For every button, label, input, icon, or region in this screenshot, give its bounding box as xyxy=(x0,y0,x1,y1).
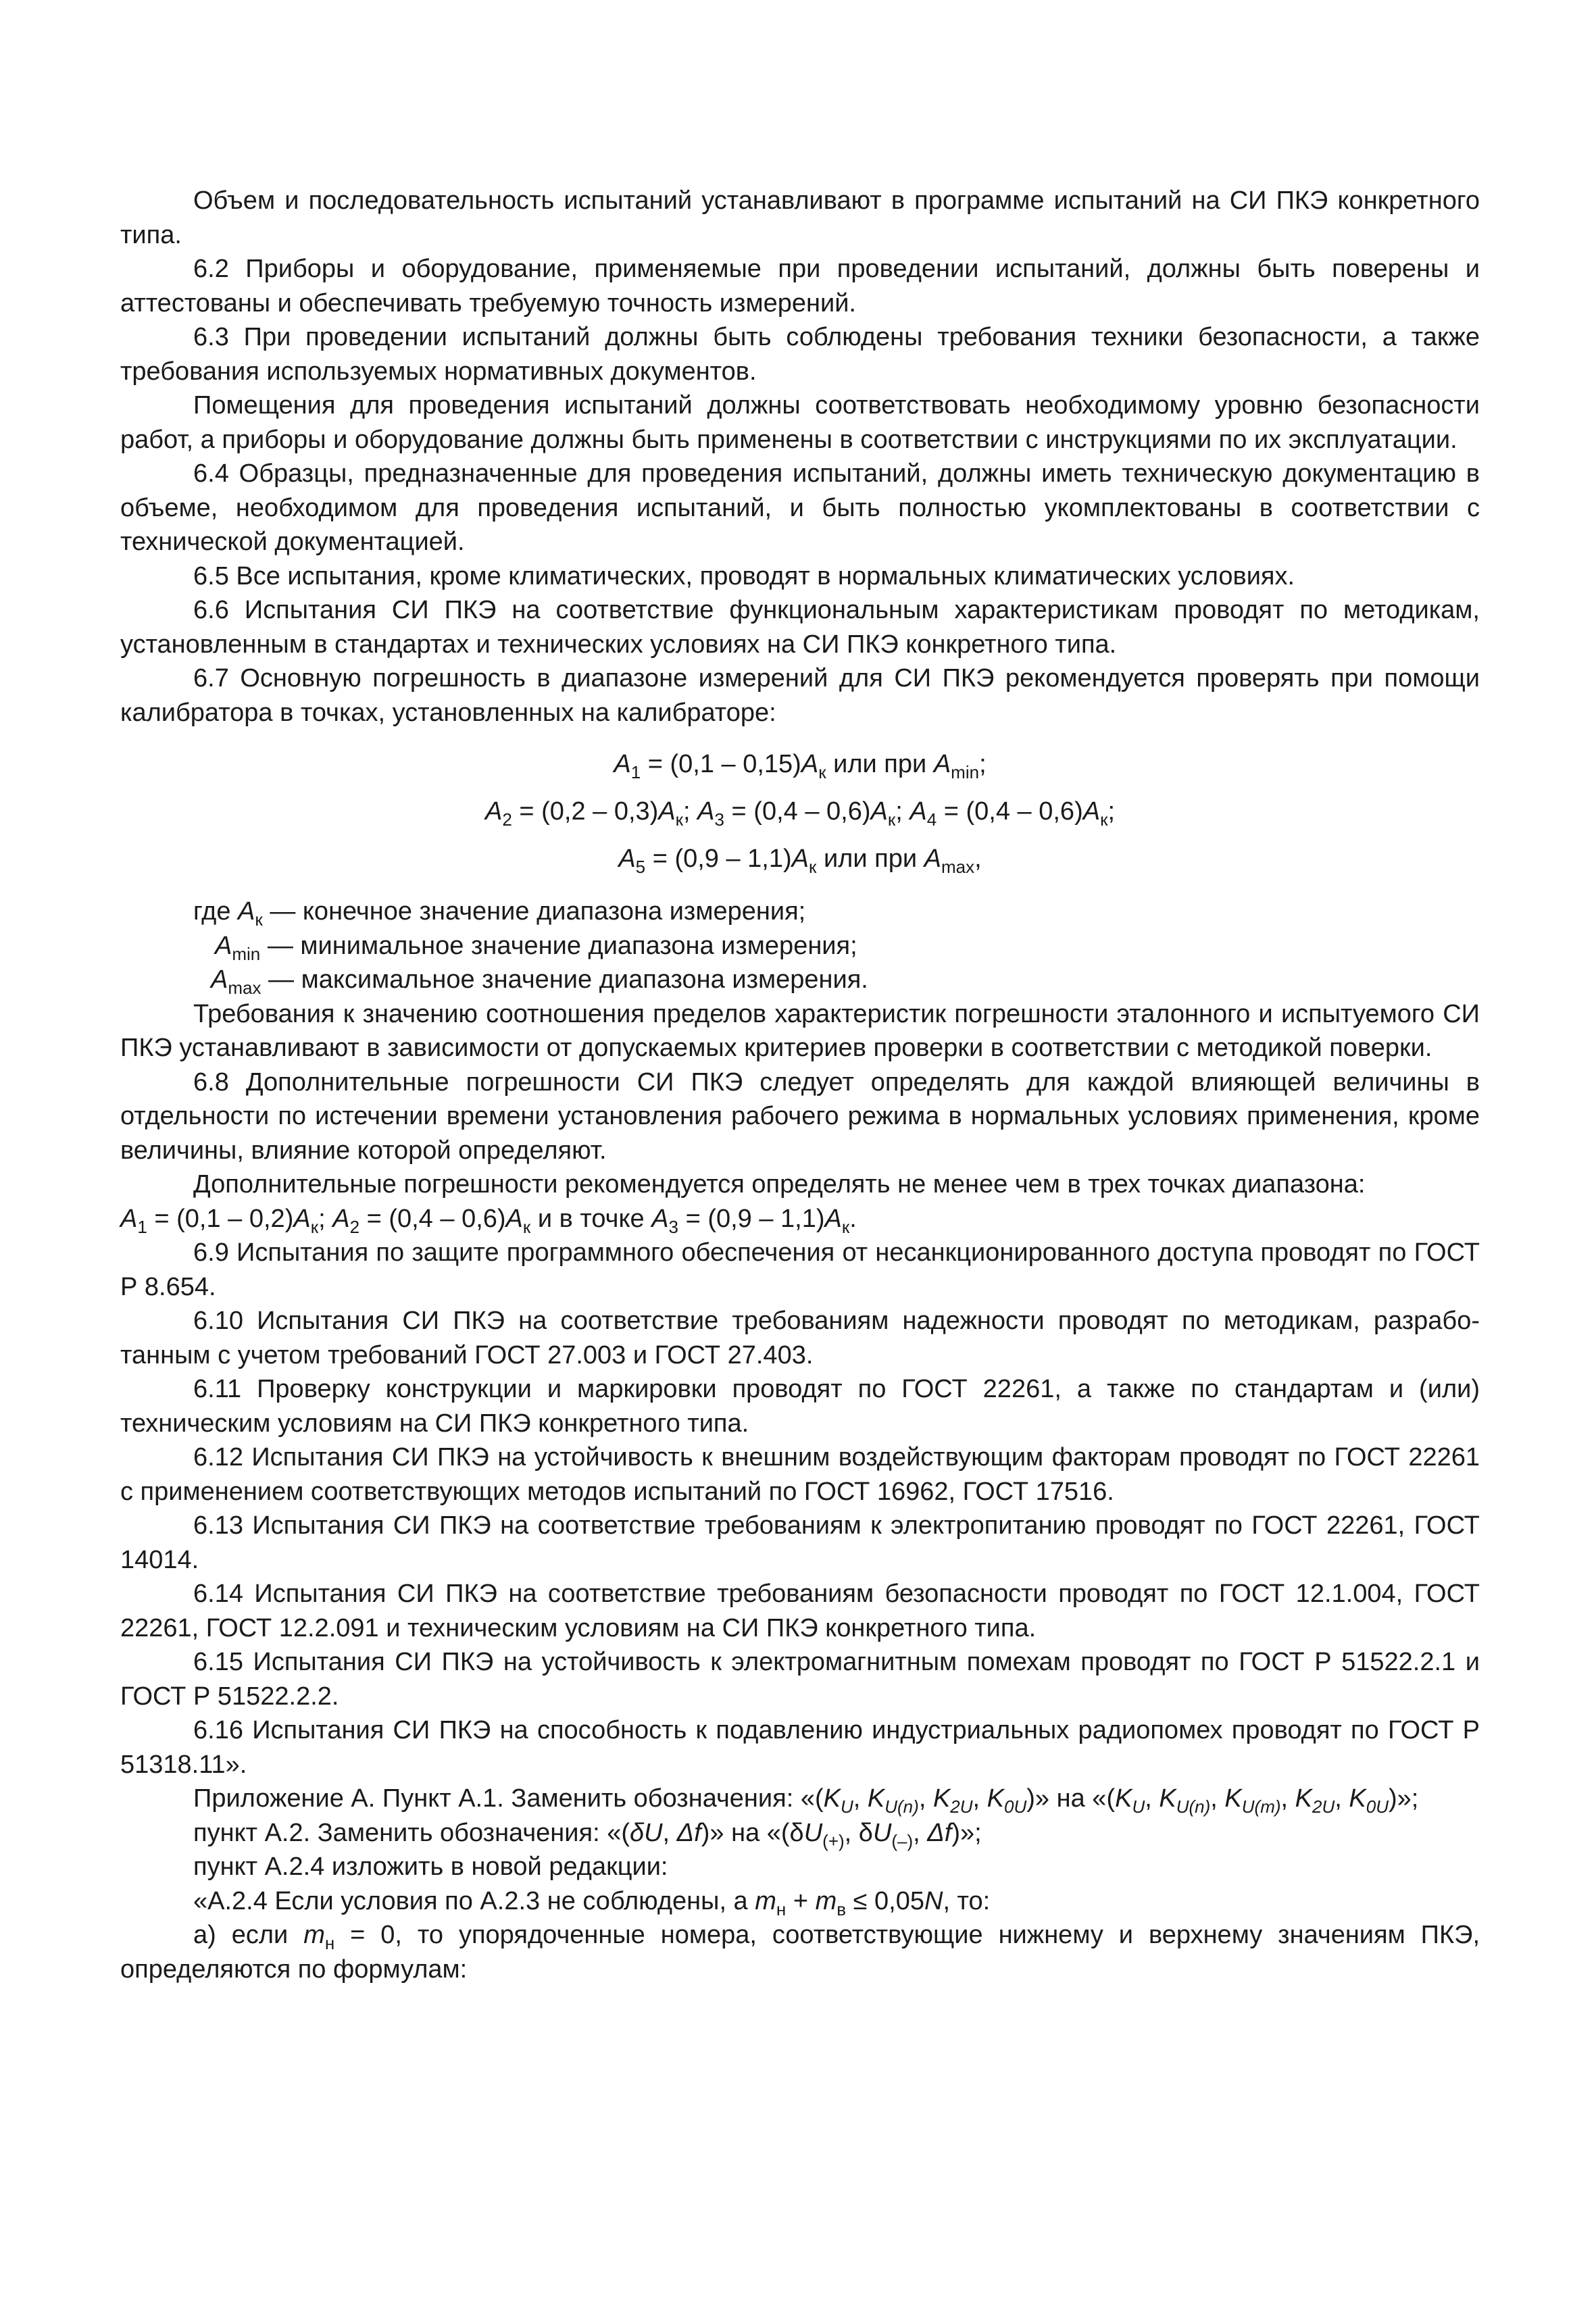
annex-a1-line: Приложение А. Пункт А.1. Заменить обозначения: «($K_U$, $K_{U(n)}$, $K_{2U}$, $K_{0U}$)» на «($K_U$, $K_{U(n)}$, $K_{U(m)}$, $K_{2U}$, $K_{0U}$)»; xyxy=(193,1784,1419,1817)
formula-a5: $A_5 = (0,9 - 1,1)A_к$ или при $A_{max}$, xyxy=(618,845,982,877)
paragraph-6-12: 6.12 Испытания СИ ПКЭ на устойчивость к внешним воздействующим факторам проводят по ГОСТ 22261 с применением соответствующих методов испытаний по ГОСТ 16962, ГОСТ 17516. xyxy=(120,1443,1480,1506)
paragraph-6-8: 6.8 Дополнительные погрешности СИ ПКЭ следует определять для каждой влияющей величины в отдельности по истечении времени установления рабочего режима в нормальных условиях применения, кроме величины, влияние которой определяют. xyxy=(120,1067,1480,1165)
document-page xyxy=(120,184,1480,1986)
paragraph-6-16: 6.16 Испытания СИ ПКЭ на способность к подавлению индустриальных радиопомех проводят по ГОСТ Р 51318.11». xyxy=(120,1716,1480,1779)
where-line-amin: $A_{min}$ — минимальное значение диапазона измерения; xyxy=(215,931,857,964)
paragraph-6-6: 6.6 Испытания СИ ПКЭ на соответствие функциональным характеристикам проводят по методикам, установленным в стандартах и технических условиях на СИ ПКЭ конкретного типа. xyxy=(120,596,1480,659)
formula-a1: $A_1 = (0,1 - 0,15)A_к$ или при $A_{min}$; xyxy=(614,750,987,782)
where-line-ak: где $A_к$ — конечное значение диапазона измерения; xyxy=(193,897,806,930)
paragraph-6-9: 6.9 Испытания по защите программного обеспечения от несанкционированного доступа проводят по ГОСТ Р 8.654. xyxy=(120,1238,1480,1301)
paragraph-6-11: 6.11 Проверку конструкции и маркировки проводят по ГОСТ 22261, а также по стандартам и (или) техническим условиям на СИ ПКЭ конкретного типа. xyxy=(120,1375,1480,1438)
paragraph-6-4: 6.4 Образцы, предназначенные для проведения испытаний, должны иметь техническую документацию в объеме, необходимом для проведения испытаний, и быть полностью укомплектованы в соответствии с технической документацией. xyxy=(120,459,1480,556)
formula-a2-a4: $A_2 = (0,2 - 0,3)A_к$; $A_3 = (0,4 - 0,6)A_к$; $A_4 = (0,4 - 0,6)A_к$; xyxy=(484,797,1116,830)
annex-a2-line: пункт А.2. Заменить обозначения: «(δU, Δf)» на «($\delta U_{(+)}$, $\delta U_{(-)}$, Δf)»; xyxy=(193,1818,982,1851)
paragraph-6-14: 6.14 Испытания СИ ПКЭ на соответствие требованиям безопасности проводят по ГОСТ 12.1.004, ГОСТ 22261, ГОСТ 12.2.091 и техническим условиям на СИ ПКЭ конкретного типа. xyxy=(120,1580,1480,1642)
points-line: $A_1 = (0,1 - 0,2)A_к$; $A_2 = (0,4 - 0,6)A_к$ и в точке $A_3 = (0,9 - 1,1)A_к$. xyxy=(120,1204,857,1237)
paragraph-6-15: 6.15 Испытания СИ ПКЭ на устойчивость к электромагнитным помехам проводят по ГОСТ Р 51522.2.1 и ГОСТ Р 51522.2.2. xyxy=(120,1648,1480,1711)
paragraph-6-7: 6.7 Основную погрешность в диапазоне измерений для СИ ПКЭ рекомендуется проверять при помощи калибратора в точках, установленных на калибраторе: xyxy=(120,664,1480,727)
annex-a24-condition: «А.2.4 Если условия по А.2.3 не соблюдены, а $m_н + m_в \le 0,05N$, то: xyxy=(193,1886,991,1919)
annex-a24-item-a: а) если $m_н = 0$, то упорядоченные номера, соответствующие нижнему и верхнему значениям ПКЭ, определяются по формулам: xyxy=(120,1921,1480,1984)
paragraph: Требования к значению соотношения пределов характеристик погрешности эталонного и испытуемого СИ ПКЭ устанавливают в зависимости от допускаемых критериев проверки в соответствии с методикой поверки. xyxy=(120,999,1480,1062)
paragraph-6-2: 6.2 Приборы и оборудование, применяемые при проведении испытаний, должны быть поверены и аттестованы и обеспечивать требуемую точность измерений. xyxy=(120,255,1480,318)
formula-block xyxy=(120,740,1480,882)
paragraph: Дополнительные погрешности рекомендуется определять не менее чем в трех точках диапазона: xyxy=(193,1170,1366,1199)
paragraph-6-10: 6.10 Испытания СИ ПКЭ на соответствие требованиям надежности проводят по методикам, разработанным с учетом требований ГОСТ 27.003 и ГОСТ 27.403. xyxy=(120,1307,1480,1369)
paragraph: Объем и последовательность испытаний устанавливают в программе испытаний на СИ ПКЭ конкретного типа. xyxy=(120,186,1480,249)
paragraph: Помещения для проведения испытаний должны соответствовать необходимому уровню безопасности работ, а приборы и оборудование должны быть применены в соответствии с инструкциями по их эксплуатации. xyxy=(120,391,1480,454)
paragraph-6-3: 6.3 При проведении испытаний должны быть соблюдены требования техники безопасности, а также требования используемых нормативных документов. xyxy=(120,323,1480,386)
paragraph-6-13: 6.13 Испытания СИ ПКЭ на соответствие требованиям к электропитанию проводят по ГОСТ 22261, ГОСТ 14014. xyxy=(120,1511,1480,1574)
paragraph-6-5: 6.5 Все испытания, кроме климатических, проводят в нормальных климатических условиях. xyxy=(193,561,1295,590)
annex-a24-intro: пункт А.2.4 изложить в новой редакции: xyxy=(193,1853,668,1881)
where-line-amax: $A_{max}$ — максимальное значение диапазона измерения. xyxy=(211,965,868,998)
